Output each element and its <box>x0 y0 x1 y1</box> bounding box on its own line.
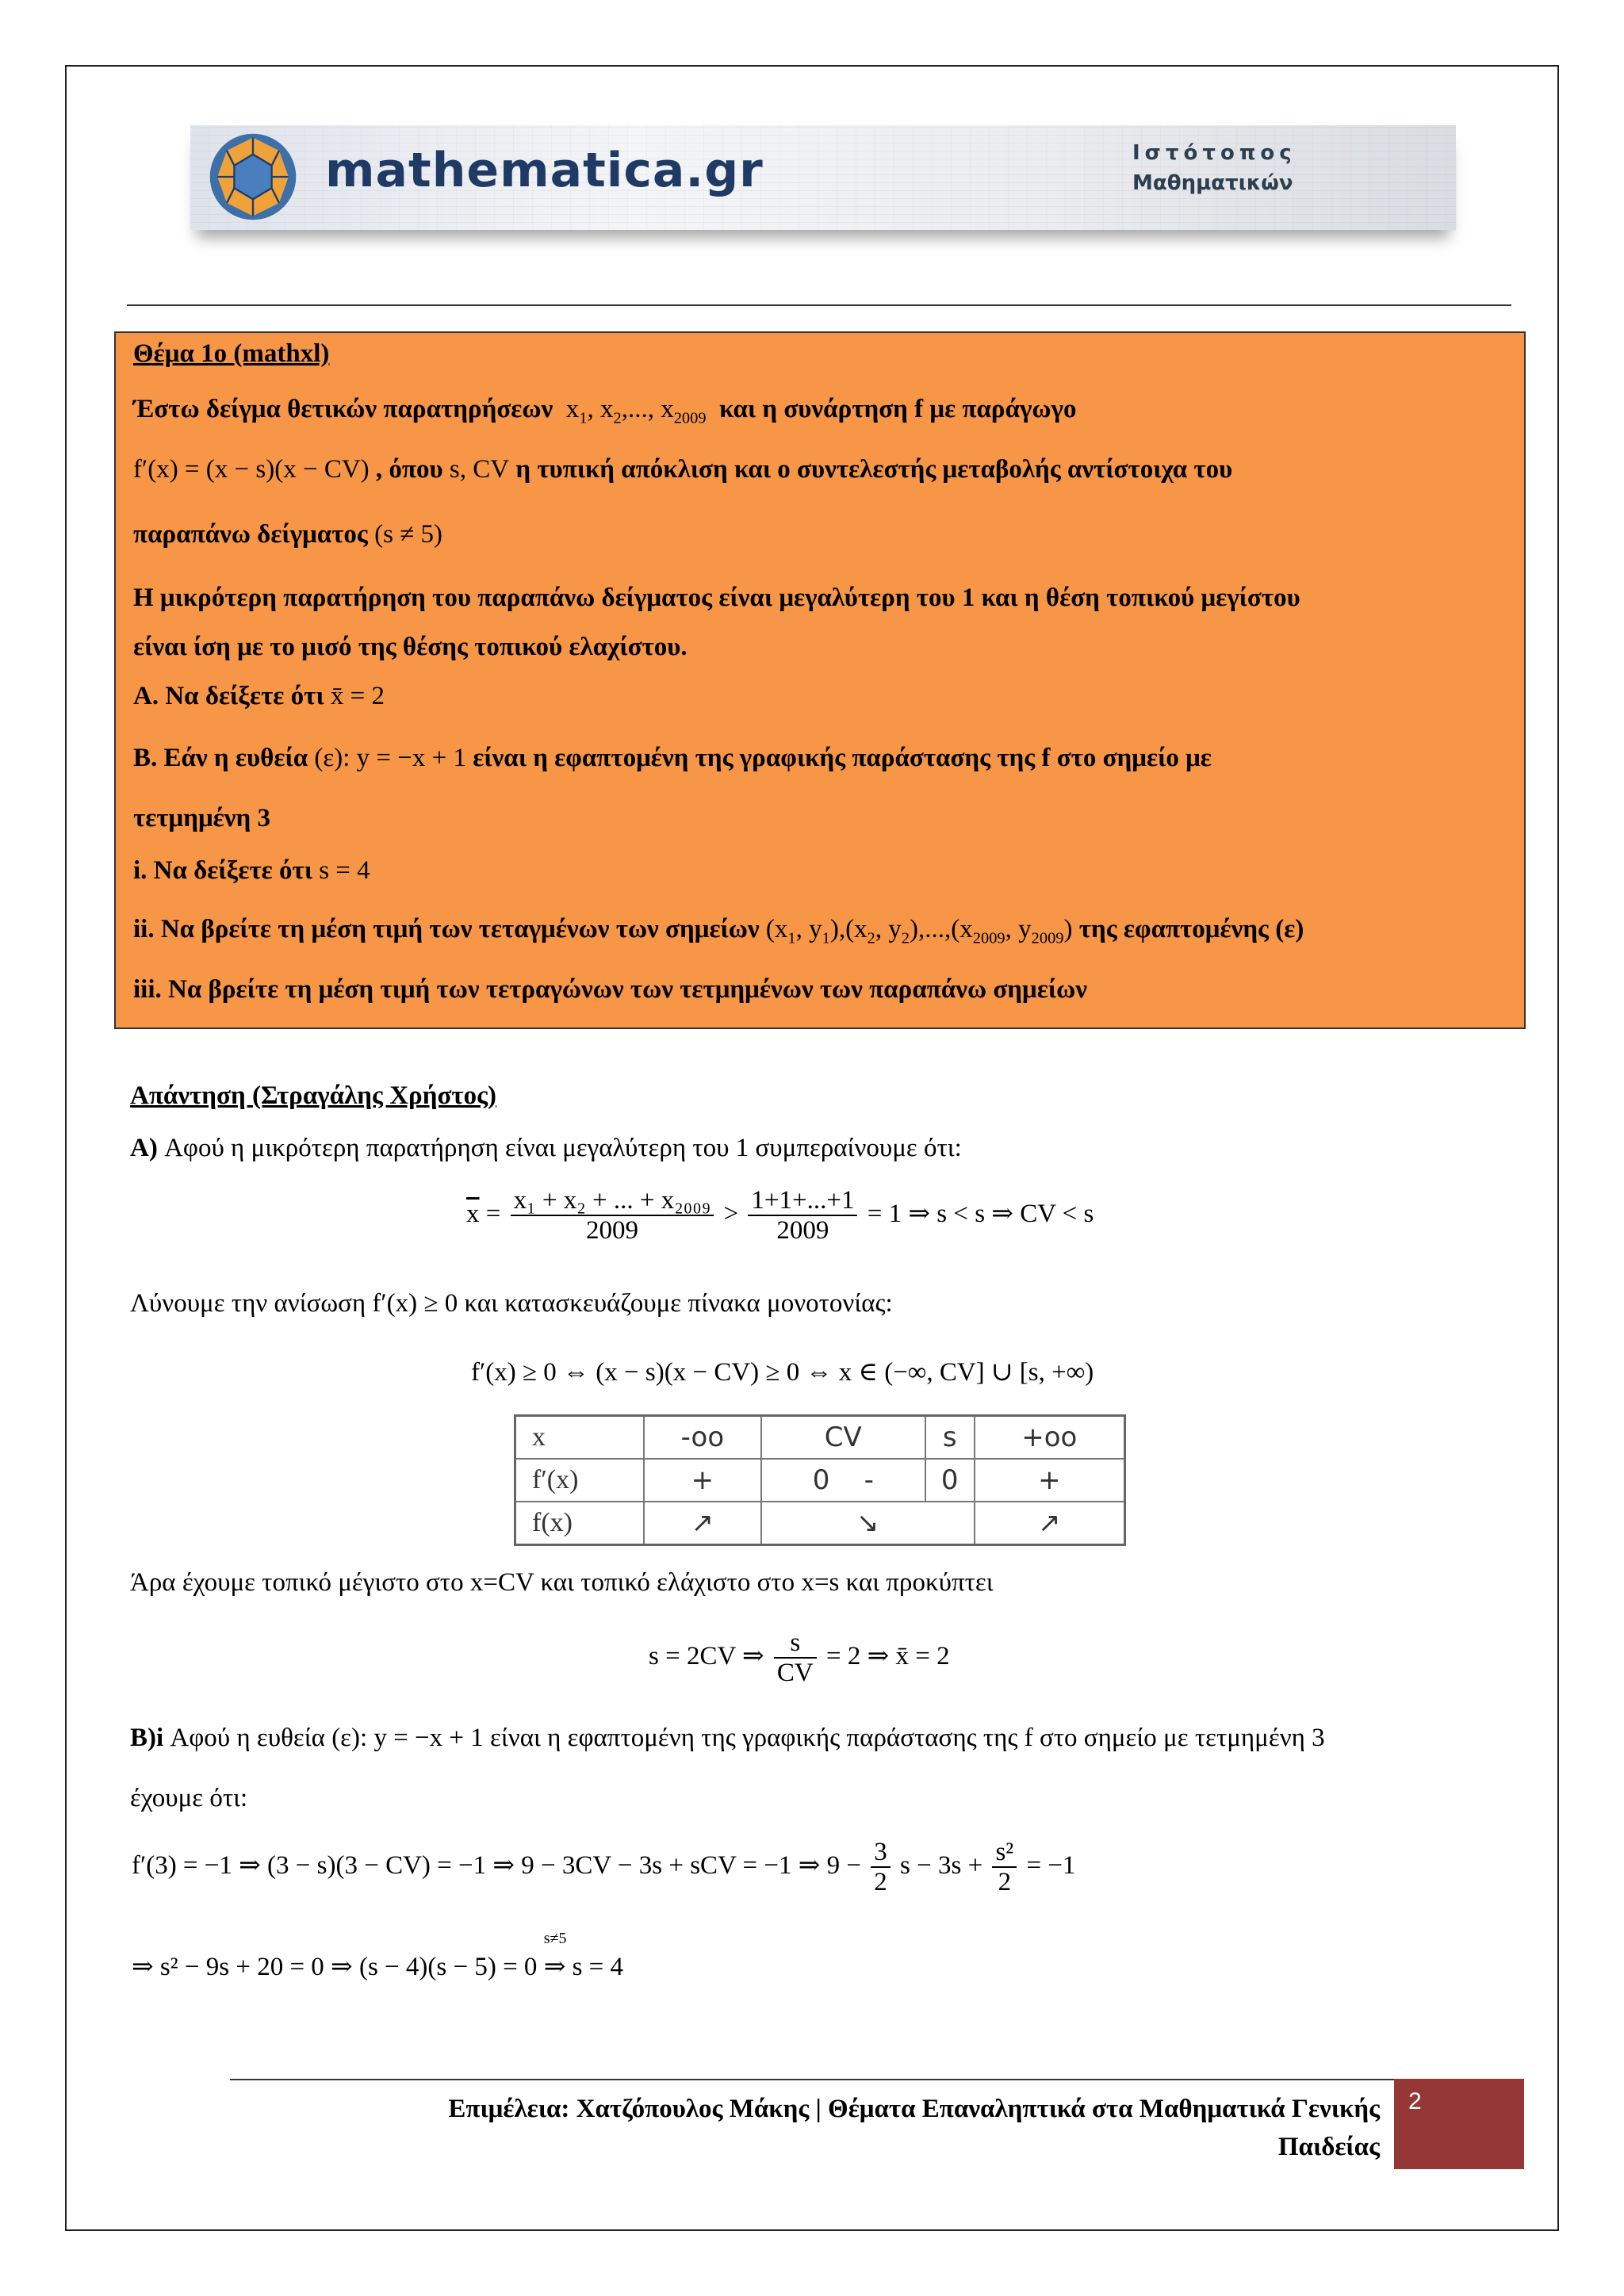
extrema-sentence <box>130 1568 994 1598</box>
equation-derivative-at-3-b: s − 3s + <box>900 1850 983 1880</box>
table-cell: CV <box>761 1416 925 1460</box>
equation-quadratic <box>132 1930 624 1982</box>
part-b <box>133 744 1212 773</box>
footer-line-2: Παιδείας <box>1277 2133 1380 2161</box>
solution-bi-a: Αφού η ευθεία <box>170 1724 325 1752</box>
extrema-c: και τοπικό ελάχιστο στο <box>540 1568 795 1597</box>
equation-quadratic-b: ⇒ s = 4 <box>543 1953 624 1981</box>
part-b-ii-text-a: ii. Να βρείτε τη μέση τιμή των τεταγμένων των σημείων <box>133 915 760 943</box>
fraction-three-halves-denominator: 2 <box>874 1868 887 1897</box>
condition-s: (s ≠ 5) <box>374 520 443 549</box>
fraction-ones-numerator: 1+1+...+1 <box>748 1186 857 1216</box>
fraction-three-halves <box>871 1838 891 1897</box>
table-cell: x <box>515 1416 645 1460</box>
fraction-s-squared-denominator: 2 <box>998 1868 1012 1897</box>
table-cell: + <box>644 1459 761 1502</box>
table-cell: ↗ <box>644 1502 761 1545</box>
table-cell: ↗ <box>975 1502 1125 1545</box>
fraction-sum-numerator: x₁ + x₂ + ... + x₂₀₀₉ <box>511 1186 714 1216</box>
extrema-min-point: x=s <box>801 1568 840 1597</box>
fraction-sum <box>511 1186 714 1246</box>
page-number: 2 <box>1408 2088 1422 2114</box>
problem-line-3 <box>133 520 442 549</box>
table-cell-zero: 0 <box>812 1464 830 1496</box>
fraction-s-cv <box>774 1628 817 1688</box>
solution-bi-line-2: έχουμε ότι: <box>130 1784 248 1812</box>
solution-a-intro <box>130 1134 962 1163</box>
part-b-i-equation: s = 4 <box>319 856 370 885</box>
footer-divider <box>230 2079 1396 2080</box>
equation-sign-analysis: f′(x) ≥ 0 ⇔ (x − s)(x − CV) ≥ 0 ⇔ x ∈ (−∞, CV] ∪ [s, +∞) <box>471 1358 1094 1387</box>
page-number-box <box>1394 2079 1524 2169</box>
table-cell: f(x) <box>515 1502 645 1545</box>
problem-line-1-b: και η συνάρτηση f με παράγωγο <box>719 395 1077 423</box>
part-b-ii <box>133 915 1304 948</box>
equation-quadratic-a: ⇒ s² − 9s + 20 = 0 ⇒ (s − 4)(s − 5) = 0 <box>132 1953 538 1981</box>
table-cell: s <box>925 1416 975 1460</box>
fraction-three-halves-numerator: 3 <box>871 1838 891 1868</box>
fraction-s-squared-half <box>992 1838 1017 1897</box>
points-notation: ($x_1$, $y_1),(x_2$, $y_2),...,(x_{2009}$, $y_{2009}$) <box>765 915 1073 947</box>
solution-a-label: A) <box>130 1134 158 1162</box>
inequality-intro-a: Λύνουμε την ανίσωση <box>130 1289 366 1318</box>
footer-text <box>270 2090 1380 2166</box>
equation-mean-tail: ⇒ s < s ⇒ CV < s <box>908 1199 1094 1228</box>
table-cell: -oo <box>644 1416 761 1460</box>
part-a-equation: x̄ = 2 <box>330 682 385 710</box>
part-b-text-a: B. Εάν η ευθεία <box>133 744 308 772</box>
problem-box <box>114 331 1526 1029</box>
table-cell: ↘ <box>761 1502 975 1545</box>
solution-title: Απάντηση (Στραγάλης Χρήστος) <box>130 1081 497 1110</box>
solution-bi-label: B)i <box>130 1724 164 1752</box>
part-b-line-2: τετμημένη 3 <box>133 804 271 832</box>
part-a <box>133 682 385 711</box>
fraction-s-squared-numerator: s² <box>992 1838 1017 1868</box>
derivative-formula: f′(x) = (x − s)(x − CV) <box>133 455 370 484</box>
part-b-text-b: είναι η εφαπτομένη της γραφικής παράστασης της f στο σημείο με <box>473 744 1212 772</box>
part-b-ii-text-b: της εφαπτομένης (ε) <box>1078 915 1304 943</box>
equation-mean-result <box>649 1628 950 1688</box>
equation-mean-bound: $\overline{x}$ = $\frac{\text{x₁ + x₂ + ... + x₂₀₀₉}}{2009}$ > $\frac{1+1+...+1}{2009}$ = 1 ⇒ s < s ⇒ CV < s <box>466 1186 1094 1246</box>
table-cell: +oo <box>975 1416 1125 1460</box>
equation-derivative-at-3-c: = −1 <box>1026 1850 1076 1880</box>
table-cell <box>761 1459 925 1502</box>
table-cell: 0 <box>925 1459 975 1502</box>
table-row-derivative <box>515 1459 1125 1502</box>
problem-line-2-b: η τυπική απόκλιση και ο συντελεστής μεταβολής αντίστοιχα του <box>515 455 1233 484</box>
part-b-i <box>133 856 370 886</box>
line-epsilon-equation: (ε): y = −x + 1 <box>314 744 466 772</box>
problem-line-4: Η μικρότερη παρατήρηση του παραπάνω δείγματος είναι μεγαλύτερη του 1 και η θέση τοπικού μεγίστου <box>133 584 1300 612</box>
polyhedron-logo-icon <box>206 130 300 224</box>
variables-s-cv: s, CV <box>449 455 510 484</box>
tagline-line1: Ιστότοπος <box>1132 141 1297 165</box>
inequality-intro-b: και κατασκευάζουμε πίνακα μονοτονίας: <box>464 1289 893 1318</box>
x-bar-symbol: $\overline{x}$ <box>466 1199 480 1228</box>
extrema-a: Άρα έχουμε τοπικό μέγιστο στο <box>130 1568 464 1597</box>
problem-line-5: είναι ίση με το μισό της θέσης τοπικού ελαχίστου. <box>133 633 688 661</box>
tagline-line2: Μαθηματικών <box>1132 171 1293 195</box>
inequality-formula: f′(x) ≥ 0 <box>372 1289 458 1318</box>
solution-a-text: Αφού η μικρότερη παρατήρηση είναι μεγαλύτερη του 1 συμπεραίνουμε ότι: <box>164 1134 962 1162</box>
fraction-s-cv-numerator: s <box>774 1628 817 1659</box>
implies-with-condition <box>543 1930 624 1982</box>
table-cell-minus: - <box>864 1464 874 1496</box>
extrema-max-point: x=CV <box>469 1568 534 1597</box>
table-row-x <box>515 1416 1125 1460</box>
table-cell: f′(x) <box>515 1459 645 1502</box>
footer-line-1: Επιμέλεια: Χατζόπουλος Μάκης | Θέματα Επαναληπτικά στα Μαθηματικά Γενικής <box>448 2095 1380 2123</box>
site-name: mathematica.gr <box>325 143 764 198</box>
monotonicity-table <box>514 1414 1126 1546</box>
extrema-e: και προκύπτει <box>845 1568 994 1597</box>
problem-line-1-a: Έστω δείγμα θετικών παρατηρήσεων <box>133 395 553 423</box>
solution-bi-b: είναι η εφαπτομένη της γραφικής παράστασης της f στο σημείο με τετμημένη 3 <box>490 1724 1325 1752</box>
fraction-ones-denominator: 2009 <box>776 1216 829 1246</box>
fraction-ones <box>748 1186 857 1246</box>
problem-line-3-a: παραπάνω δείγματος <box>133 520 368 549</box>
part-b-iii: iii. Να βρείτε τη μέση τιμή των τετραγώνων των τετμημένων των παραπάνω σημείων <box>133 975 1087 1004</box>
solution-bi-intro <box>130 1724 1325 1753</box>
part-b-i-text: i. Να δείξετε ότι <box>133 856 312 885</box>
equation-derivative-at-3 <box>132 1838 1075 1897</box>
equation-derivative-at-3-a: f′(3) = −1 ⇒ (3 − s)(3 − CV) = −1 ⇒ 9 − 3CV − 3s + sCV = −1 ⇒ 9 − <box>132 1850 862 1880</box>
condition-over-arrow: s≠5 <box>543 1930 567 1947</box>
problem-title: Θέμα 1ο (mathxl) <box>133 339 330 368</box>
inequality-intro <box>130 1289 893 1318</box>
problem-line-2-a: , όπου <box>375 455 443 484</box>
sample-notation: $x_1$, $x_2$,..., $x_{2009}$ <box>559 395 707 427</box>
fraction-s-cv-denominator: CV <box>776 1659 814 1688</box>
table-cell: + <box>975 1459 1125 1502</box>
table-row-function <box>515 1502 1125 1545</box>
problem-line-1 <box>133 395 1077 428</box>
equation-mean-result-b: = 2 ⇒ x̄ = 2 <box>825 1641 950 1670</box>
problem-line-2 <box>133 455 1232 484</box>
solution-bi-equation: (ε): y = −x + 1 <box>331 1724 484 1752</box>
header-divider <box>127 304 1511 306</box>
part-a-text: A. Να δείξετε ότι <box>133 682 324 710</box>
fraction-sum-denominator: 2009 <box>585 1216 638 1246</box>
equation-mean-result-a: s = 2CV ⇒ <box>649 1641 764 1670</box>
header-banner <box>190 125 1456 230</box>
